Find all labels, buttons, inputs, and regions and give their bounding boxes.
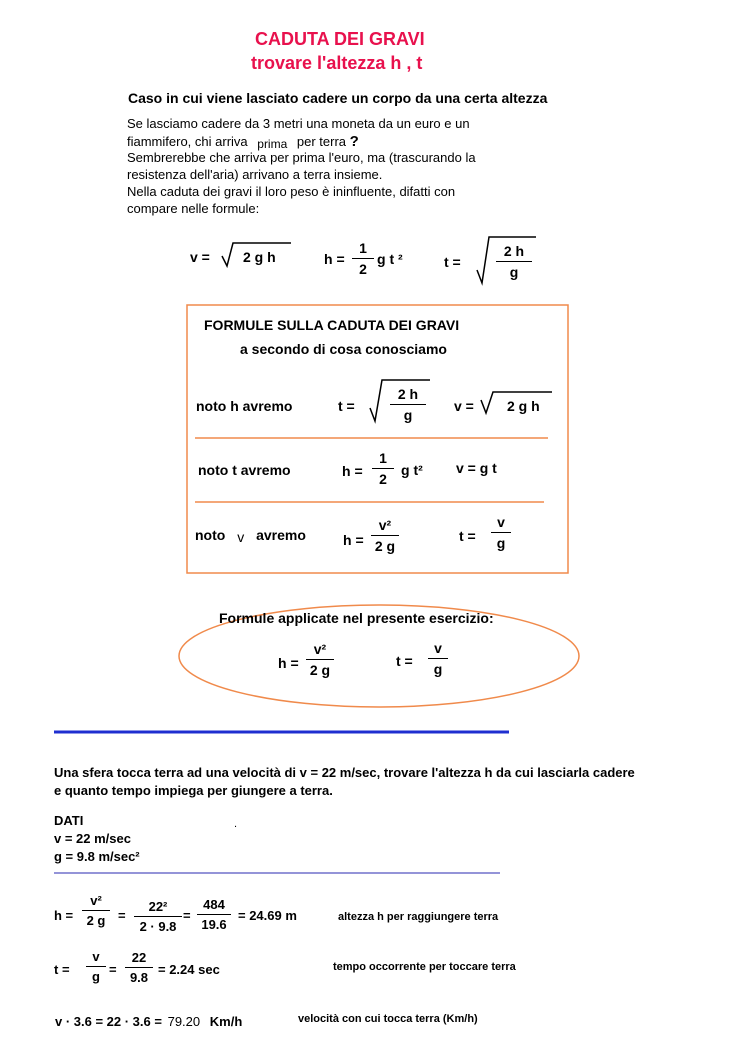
problem-line-1: Una sfera tocca terra ad una velocità di v = 22 m/sec, trovare l'altezza h da cui lasciarla cadere — [54, 765, 635, 780]
top-v-radicand: 2 g h — [243, 249, 276, 265]
intro-line-2a: fiammifero, chi arriva — [127, 134, 248, 149]
sol-h-frac-2: $\frac{\text{22²}}{2 \cdot 9.8}$ — [134, 899, 182, 934]
ellipse-h-fraction: $\frac{\text{v²}}{2 g}$ — [306, 641, 334, 678]
sol-h-eq-2: = — [183, 908, 191, 923]
sol-h-note: altezza h per raggiungere terra — [338, 911, 499, 923]
row2-v: v = g t — [456, 460, 497, 476]
sol-t-note: tempo occorrente per toccare terra — [333, 961, 516, 973]
sol-h-frac-1: $\frac{\text{v²}}{2 g}$ — [82, 893, 110, 928]
top-t-fraction: $\frac{2 h}{g}$ — [496, 243, 532, 280]
row2-label: noto t avremo — [198, 462, 291, 478]
ellipse-t-lhs: t = — [396, 653, 413, 669]
sol-h-frac-3: $\frac{484}{19.6}$ — [197, 897, 231, 932]
sol-kmh-expr: v · 3.6 = 22 · 3.6 = — [55, 1014, 162, 1029]
row2-h-rest: g t² — [401, 462, 423, 478]
intro-line-4: resistenza dell'aria) arrivano a terra insieme. — [127, 167, 383, 182]
row3-t-lhs: t = — [459, 528, 476, 544]
page-subtitle: trovare l'altezza h , t — [251, 53, 423, 73]
row2-h-fraction: $\frac{1}{2}$ — [372, 450, 394, 487]
top-h-lhs: h = — [324, 251, 345, 267]
stray-dot: . — [234, 818, 238, 830]
ellipse-h-lhs: h = — [278, 655, 299, 671]
row1-v-radicand: 2 g h — [507, 398, 540, 414]
row2-h-lhs: h = — [342, 463, 363, 479]
sol-t-frac-2: $\frac{22}{9.8}$ — [125, 950, 153, 985]
sol-kmh — [55, 1014, 242, 1029]
intro-line-3: Sembrerebbe che arriva per prima l'euro, ma (trascurando la — [127, 150, 476, 165]
row3-h-lhs: h = — [343, 532, 364, 548]
sol-t-lhs: t = — [54, 962, 70, 977]
ellipse-t-fraction: $\frac{v}{g}$ — [428, 640, 448, 677]
intro-line-5: Nella caduta dei gravi il loro peso è ininfluente, difatti con — [127, 184, 456, 199]
sol-h-lhs: h = — [54, 908, 74, 923]
dati-g: g = 9.8 m/sec² — [54, 849, 140, 864]
row1-t-lhs: t = — [338, 398, 355, 414]
row3-h-fraction: $\frac{\text{v²}}{2 g}$ — [371, 517, 399, 554]
sol-t-frac-1: $\frac{v}{g}$ — [86, 949, 106, 984]
sol-kmh-unit: Km/h — [209, 1014, 243, 1029]
top-t-lhs: t = — [444, 254, 461, 270]
sol-kmh-value: 79.20 — [167, 1014, 201, 1029]
intro-line-2 — [127, 133, 359, 150]
dati-v: v = 22 m/sec — [54, 831, 131, 846]
sol-h-result: = 24.69 m — [238, 908, 297, 923]
page-title: CADUTA DEI GRAVI — [255, 29, 425, 49]
problem-line-2: e quanto tempo impiega per giungere a terra. — [54, 783, 333, 798]
intro-line-1: Se lasciamo cadere da 3 metri una moneta da un euro e un — [127, 116, 470, 131]
sol-h-eq-1: = — [118, 908, 126, 923]
row1-label: noto h avremo — [196, 398, 293, 414]
box-subtitle: a secondo di cosa conosciamo — [240, 341, 447, 357]
top-h-fraction: $\frac{1}{2}$ — [352, 240, 374, 277]
sol-kmh-note: velocità con cui tocca terra (Km/h) — [298, 1013, 478, 1025]
case-heading: Caso in cui viene lasciato cadere un corpo da una certa altezza — [128, 90, 548, 106]
top-h-rest: g t ² — [377, 251, 403, 267]
row1-t-fraction: $\frac{2 h}{g}$ — [390, 386, 426, 423]
intro-question-mark: ? — [349, 133, 359, 150]
intro-line-6: compare nelle formule: — [127, 201, 260, 216]
intro-line-2c: per terra — [296, 134, 347, 149]
row1-v-lhs: v = — [454, 398, 474, 414]
row3-label: noto v avremo — [195, 527, 306, 545]
intro-prima: prima — [257, 137, 288, 151]
row3-t-fraction: $\frac{v}{g}$ — [491, 514, 511, 551]
ellipse-title: Formule applicate nel presente esercizio: — [219, 610, 494, 626]
sol-t-eq-1: = — [109, 962, 117, 977]
dati-title: DATI — [54, 813, 84, 828]
box-title: FORMULE SULLA CADUTA DEI GRAVI — [204, 317, 460, 333]
top-v-lhs: v = — [190, 249, 210, 265]
sol-t-result: = 2.24 sec — [158, 962, 220, 977]
